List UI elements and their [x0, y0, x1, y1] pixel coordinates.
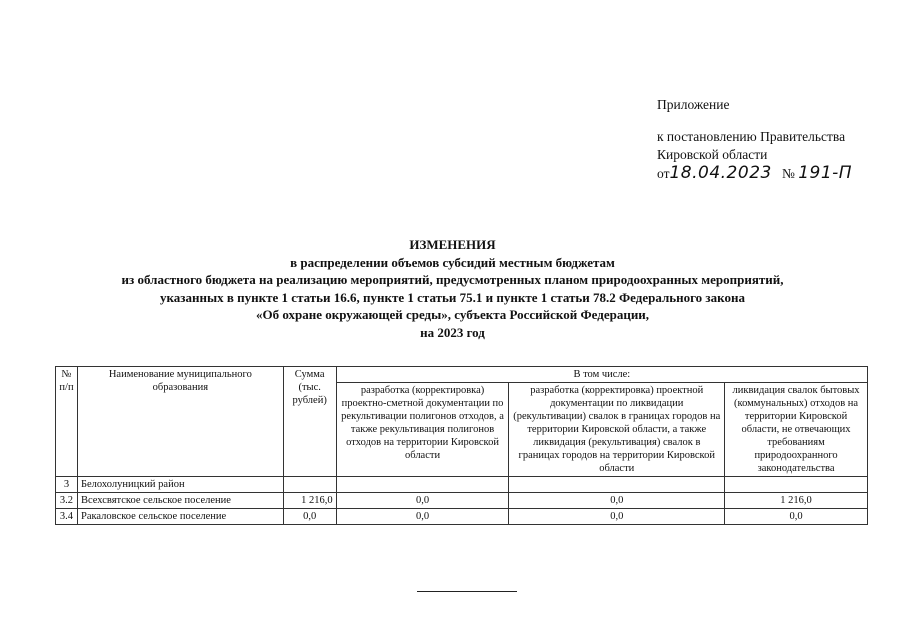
row-num: 3.2 [56, 493, 78, 509]
heading-line-2: в распределении объемов субсидий местным бюджетам [290, 254, 615, 270]
heading-title: ИЗМЕНЕНИЯ [409, 237, 496, 252]
row-name: Белохолуницкий район [77, 477, 283, 493]
appendix-title: Приложение [657, 97, 730, 112]
row-name: Ракаловское сельское поселение [77, 509, 283, 525]
date-value: 18.04.2023 [669, 163, 772, 183]
heading-line-6: на 2023 год [420, 324, 485, 340]
row-col-3 [725, 477, 868, 493]
table-row [56, 477, 868, 493]
row-sum [283, 477, 336, 493]
row-col-2 [509, 477, 725, 493]
header-col-1: разработка (корректировка) проектно-сметной документации по рекультивации полигонов отходов, а также рекультивация полигонов отходов на территории Кировской области [336, 383, 509, 477]
table-header-row-1 [56, 367, 868, 383]
header-including: В том числе: [336, 367, 867, 383]
closing-rule [417, 591, 517, 592]
row-name: Всехсвятское сельское поселение [77, 493, 283, 509]
heading-line-4: указанных в пункте 1 статьи 16.6, пункте 1 статьи 75.1 и пункте 1 статьи 78.2 Федерального закона [160, 289, 745, 305]
row-col-1: 0,0 [336, 509, 509, 525]
number-value: 191-П [798, 163, 853, 183]
document-heading [40, 236, 865, 341]
heading-line-5: «Об охране окружающей среды», субъекта Российской Федерации, [255, 307, 650, 322]
row-col-3: 1 216,0 [725, 493, 868, 509]
table-row [56, 509, 868, 525]
row-col-2: 0,0 [509, 493, 725, 509]
date-prefix: от [657, 166, 670, 181]
header-name: Наименование муниципального образования [77, 367, 283, 477]
row-col-3: 0,0 [725, 509, 868, 525]
number-prefix: № [781, 166, 795, 181]
row-col-1 [336, 477, 509, 493]
appendix-line-2: Кировской области [657, 147, 768, 162]
header-num: № п/п [56, 367, 78, 477]
row-sum: 0,0 [283, 509, 336, 525]
row-num: 3.4 [56, 509, 78, 525]
row-num: 3 [56, 477, 78, 493]
appendix-block [657, 96, 852, 183]
subsidy-table [55, 366, 868, 525]
row-sum: 1 216,0 [283, 493, 336, 509]
row-col-2: 0,0 [509, 509, 725, 525]
table-row [56, 493, 868, 509]
heading-line-3: из областного бюджета на реализацию мероприятий, предусмотренных планом природоохранных мероприятий, [121, 272, 784, 287]
appendix-line-1: к постановлению Правительства [657, 129, 846, 144]
row-col-1: 0,0 [336, 493, 509, 509]
header-sum: Сумма (тыс. рублей) [283, 367, 336, 477]
appendix-date-line [657, 164, 852, 183]
header-col-2: разработка (корректировка) проектной документации по ликвидации (рекультивации) свалок в границах городов на территории Кировской области, а также ликвидация (рекультивация) свалок в границах городов на территории Кировской области [509, 383, 725, 477]
header-col-3: ликвидация свалок бытовых (коммунальных) отходов на территории Кировской области, не отвечающих требованиям природоохранного законодательства [725, 383, 868, 477]
